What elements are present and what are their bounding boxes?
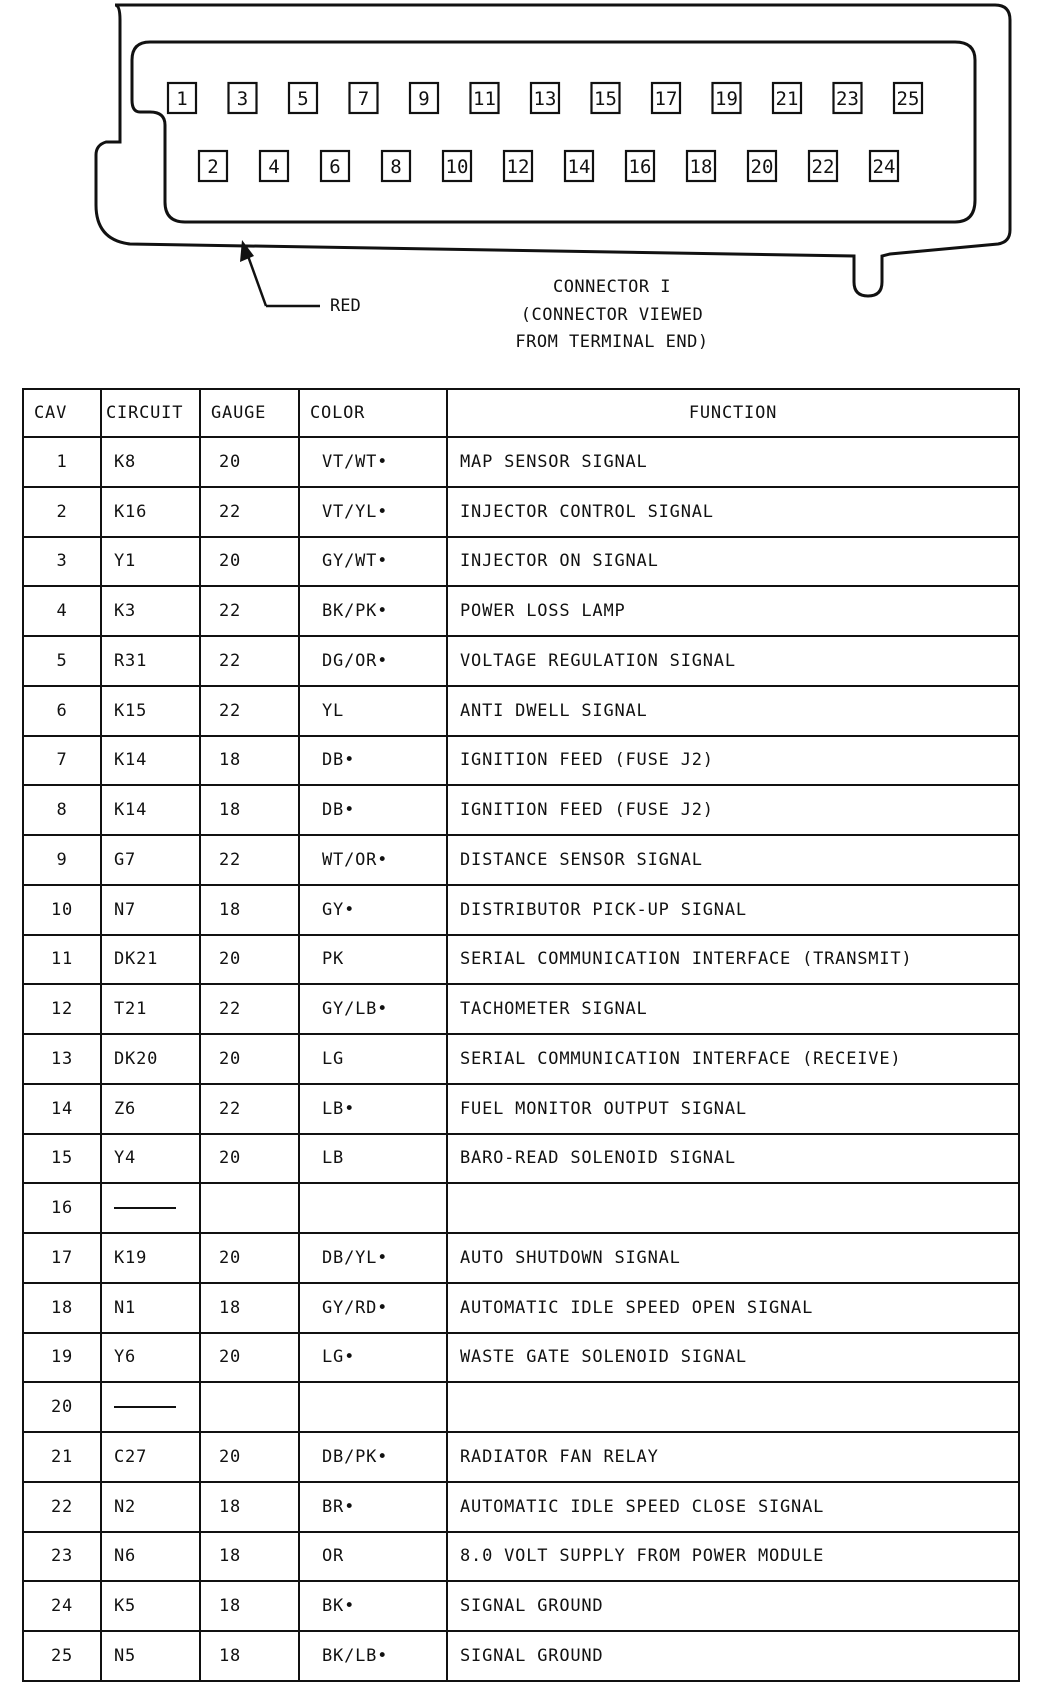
- pin-number: 19: [715, 88, 738, 110]
- pin-number: 3: [236, 88, 249, 110]
- function-cell: IGNITION FEED (FUSE J2): [447, 785, 1019, 835]
- pin-number: 11: [473, 88, 496, 110]
- circuit-cell: R31: [101, 636, 200, 686]
- function-cell: FUEL MONITOR OUTPUT SIGNAL: [447, 1084, 1019, 1134]
- cav-cell: 11: [23, 935, 101, 985]
- color-header: COLOR: [299, 389, 447, 437]
- table-row: [23, 885, 1019, 935]
- gauge-cell: 18: [200, 1482, 299, 1532]
- pin-number: 1: [176, 88, 188, 110]
- circuit-cell: N1: [101, 1283, 200, 1333]
- color-cell: DB•: [299, 785, 447, 835]
- table-row: [23, 1482, 1019, 1532]
- cav-cell: 24: [23, 1581, 101, 1631]
- pin-number: 15: [594, 88, 617, 110]
- pin-number: 8: [390, 156, 402, 178]
- circuit-cell: K19: [101, 1233, 200, 1283]
- arrowhead-icon: [240, 240, 254, 262]
- table-row: [23, 537, 1019, 587]
- pin-number: 10: [445, 156, 469, 178]
- cav-cell: 17: [23, 1233, 101, 1283]
- pin-number: 2: [207, 156, 219, 178]
- function-cell: AUTOMATIC IDLE SPEED CLOSE SIGNAL: [447, 1482, 1019, 1532]
- table-row: [23, 1631, 1019, 1681]
- function-cell: SIGNAL GROUND: [447, 1581, 1019, 1631]
- cav-cell: 4: [23, 586, 101, 636]
- circuit-cell: Y6: [101, 1333, 200, 1383]
- circuit-cell: [101, 1183, 200, 1233]
- table-row: [23, 636, 1019, 686]
- gauge-cell: 22: [200, 835, 299, 885]
- pin-number: 21: [775, 88, 799, 110]
- gauge-cell: 20: [200, 537, 299, 587]
- gauge-cell: 22: [200, 984, 299, 1034]
- cav-cell: 16: [23, 1183, 101, 1233]
- table-row: [23, 686, 1019, 736]
- circuit-cell: K14: [101, 736, 200, 786]
- function-cell: AUTOMATIC IDLE SPEED OPEN SIGNAL: [447, 1283, 1019, 1333]
- circuit-cell: [101, 1382, 200, 1432]
- cav-cell: 12: [23, 984, 101, 1034]
- cav-cell: 5: [23, 636, 101, 686]
- color-cell: GY/LB•: [299, 984, 447, 1034]
- color-cell: [299, 1183, 447, 1233]
- table-row: [23, 1283, 1019, 1333]
- pin-number: 7: [357, 88, 370, 110]
- red-wire-leader: [248, 256, 266, 306]
- cav-cell: 13: [23, 1034, 101, 1084]
- cav-cell: 9: [23, 835, 101, 885]
- gauge-cell: 22: [200, 586, 299, 636]
- table-row: [23, 1034, 1019, 1084]
- color-cell: VT/YL•: [299, 487, 447, 537]
- circuit-cell: K8: [101, 437, 200, 487]
- gauge-cell: 20: [200, 1432, 299, 1482]
- table-row: [23, 1581, 1019, 1631]
- gauge-cell: 18: [200, 1581, 299, 1631]
- cav-cell: 6: [23, 686, 101, 736]
- circuit-cell: DK20: [101, 1034, 200, 1084]
- function-cell: MAP SENSOR SIGNAL: [447, 437, 1019, 487]
- cav-cell: 22: [23, 1482, 101, 1532]
- cav-cell: 7: [23, 736, 101, 786]
- pin-number: 4: [268, 156, 280, 178]
- cav-cell: 14: [23, 1084, 101, 1134]
- bottom-pin-row: [199, 151, 898, 181]
- color-cell: DB/YL•: [299, 1233, 447, 1283]
- gauge-cell: 22: [200, 487, 299, 537]
- table-row: [23, 736, 1019, 786]
- circuit-cell: Y4: [101, 1134, 200, 1184]
- cav-cell: 19: [23, 1333, 101, 1383]
- pin-number: 22: [811, 156, 835, 178]
- function-cell: [447, 1382, 1019, 1432]
- pin-number: 25: [896, 88, 920, 110]
- color-cell: GY/RD•: [299, 1283, 447, 1333]
- gauge-cell: 18: [200, 785, 299, 835]
- function-cell: INJECTOR CONTROL SIGNAL: [447, 487, 1019, 537]
- color-cell: GY/WT•: [299, 537, 447, 587]
- function-cell: [447, 1183, 1019, 1233]
- circuit-cell: N5: [101, 1631, 200, 1681]
- table-row: [23, 1233, 1019, 1283]
- table-row: [23, 984, 1019, 1034]
- cav-cell: 15: [23, 1134, 101, 1184]
- color-cell: LB•: [299, 1084, 447, 1134]
- function-header: FUNCTION: [447, 389, 1019, 437]
- table-row: [23, 437, 1019, 487]
- pin-number: 13: [533, 88, 557, 110]
- color-cell: WT/OR•: [299, 835, 447, 885]
- circuit-cell: G7: [101, 835, 200, 885]
- function-cell: WASTE GATE SOLENOID SIGNAL: [447, 1333, 1019, 1383]
- pin-number: 16: [628, 156, 652, 178]
- table-row: [23, 1183, 1019, 1233]
- table-header-row: [23, 389, 1019, 437]
- function-cell: SERIAL COMMUNICATION INTERFACE (RECEIVE): [447, 1034, 1019, 1084]
- function-cell: 8.0 VOLT SUPPLY FROM POWER MODULE: [447, 1532, 1019, 1582]
- pin-number: 18: [689, 156, 713, 178]
- pin-number: 6: [329, 156, 341, 178]
- color-cell: DB/PK•: [299, 1432, 447, 1482]
- circuit-cell: K16: [101, 487, 200, 537]
- gauge-cell: [200, 1382, 299, 1432]
- function-cell: DISTRIBUTOR PICK-UP SIGNAL: [447, 885, 1019, 935]
- circuit-cell: K3: [101, 586, 200, 636]
- cav-cell: 3: [23, 537, 101, 587]
- gauge-cell: 18: [200, 1532, 299, 1582]
- cav-cell: 20: [23, 1382, 101, 1432]
- cav-cell: 8: [23, 785, 101, 835]
- circuit-cell: K15: [101, 686, 200, 736]
- cav-cell: 1: [23, 437, 101, 487]
- function-cell: IGNITION FEED (FUSE J2): [447, 736, 1019, 786]
- color-cell: VT/WT•: [299, 437, 447, 487]
- color-cell: YL: [299, 686, 447, 736]
- function-cell: BARO-READ SOLENOID SIGNAL: [447, 1134, 1019, 1184]
- circuit-cell: T21: [101, 984, 200, 1034]
- circuit-cell: Z6: [101, 1084, 200, 1134]
- circuit-cell: K14: [101, 785, 200, 835]
- pin-assignment-table: [22, 388, 1020, 1682]
- gauge-cell: 20: [200, 935, 299, 985]
- function-cell: INJECTOR ON SIGNAL: [447, 537, 1019, 587]
- gauge-cell: 18: [200, 736, 299, 786]
- cav-cell: 10: [23, 885, 101, 935]
- gauge-cell: 20: [200, 437, 299, 487]
- connector-title: CONNECTOR I: [552, 277, 672, 297]
- cav-cell: 25: [23, 1631, 101, 1681]
- color-cell: OR: [299, 1532, 447, 1582]
- color-cell: GY•: [299, 885, 447, 935]
- connector-diagram: [0, 0, 1056, 380]
- color-cell: BK•: [299, 1581, 447, 1631]
- pin-number: 9: [418, 88, 430, 110]
- function-cell: VOLTAGE REGULATION SIGNAL: [447, 636, 1019, 686]
- color-cell: BK/PK•: [299, 586, 447, 636]
- table-row: [23, 1532, 1019, 1582]
- table-row: [23, 586, 1019, 636]
- circuit-cell: DK21: [101, 935, 200, 985]
- table-row: [23, 1084, 1019, 1134]
- pin-number: 5: [297, 88, 309, 110]
- table-row: [23, 835, 1019, 885]
- function-cell: ANTI DWELL SIGNAL: [447, 686, 1019, 736]
- table-row: [23, 1382, 1019, 1432]
- gauge-cell: 22: [200, 636, 299, 686]
- connector-cavity-outline: [132, 42, 975, 222]
- pin-number: 14: [567, 156, 591, 178]
- color-cell: BR•: [299, 1482, 447, 1532]
- gauge-header: GAUGE: [200, 389, 299, 437]
- color-cell: BK/LB•: [299, 1631, 447, 1681]
- table-row: [23, 1134, 1019, 1184]
- function-cell: POWER LOSS LAMP: [447, 586, 1019, 636]
- top-pin-row: [168, 83, 922, 113]
- color-cell: DG/OR•: [299, 636, 447, 686]
- gauge-cell: 20: [200, 1233, 299, 1283]
- function-cell: SIGNAL GROUND: [447, 1631, 1019, 1681]
- gauge-cell: 18: [200, 1631, 299, 1681]
- circuit-cell: Y1: [101, 537, 200, 587]
- connector-subtitle-line2: FROM TERMINAL END): [515, 332, 709, 352]
- pin-number: 17: [654, 88, 678, 110]
- function-cell: TACHOMETER SIGNAL: [447, 984, 1019, 1034]
- function-cell: SERIAL COMMUNICATION INTERFACE (TRANSMIT): [447, 935, 1019, 985]
- pin-number: 20: [750, 156, 774, 178]
- color-cell: [299, 1382, 447, 1432]
- cav-cell: 23: [23, 1532, 101, 1582]
- table-row: [23, 1333, 1019, 1383]
- cav-header: CAV: [23, 389, 101, 437]
- gauge-cell: 20: [200, 1034, 299, 1084]
- gauge-cell: 18: [200, 1283, 299, 1333]
- circuit-cell: K5: [101, 1581, 200, 1631]
- circuit-cell: N2: [101, 1482, 200, 1532]
- gauge-cell: 18: [200, 885, 299, 935]
- function-cell: AUTO SHUTDOWN SIGNAL: [447, 1233, 1019, 1283]
- pin-number: 12: [506, 156, 530, 178]
- pin-rows: [23, 437, 1019, 1681]
- gauge-cell: 20: [200, 1333, 299, 1383]
- function-cell: DISTANCE SENSOR SIGNAL: [447, 835, 1019, 885]
- gauge-cell: 22: [200, 1084, 299, 1134]
- color-cell: LG•: [299, 1333, 447, 1383]
- table-row: [23, 1432, 1019, 1482]
- color-cell: LB: [299, 1134, 447, 1184]
- circuit-cell: N7: [101, 885, 200, 935]
- table-row: [23, 935, 1019, 985]
- circuit-cell: C27: [101, 1432, 200, 1482]
- wire-label: RED: [330, 296, 361, 316]
- pin-number: 23: [836, 88, 859, 110]
- gauge-cell: 20: [200, 1134, 299, 1184]
- circuit-cell: N6: [101, 1532, 200, 1582]
- color-cell: PK: [299, 935, 447, 985]
- circuit-header: CIRCUIT: [101, 389, 200, 437]
- color-cell: LG: [299, 1034, 447, 1084]
- table-row: [23, 785, 1019, 835]
- color-cell: DB•: [299, 736, 447, 786]
- cav-cell: 21: [23, 1432, 101, 1482]
- pin-number: 24: [872, 156, 896, 178]
- cav-cell: 2: [23, 487, 101, 537]
- cav-cell: 18: [23, 1283, 101, 1333]
- gauge-cell: 22: [200, 686, 299, 736]
- empty-circuit-dash: [114, 1406, 176, 1408]
- connector-subtitle-line1: (CONNECTOR VIEWED: [520, 305, 704, 325]
- gauge-cell: [200, 1183, 299, 1233]
- empty-circuit-dash: [114, 1207, 176, 1209]
- table-row: [23, 487, 1019, 537]
- function-cell: RADIATOR FAN RELAY: [447, 1432, 1019, 1482]
